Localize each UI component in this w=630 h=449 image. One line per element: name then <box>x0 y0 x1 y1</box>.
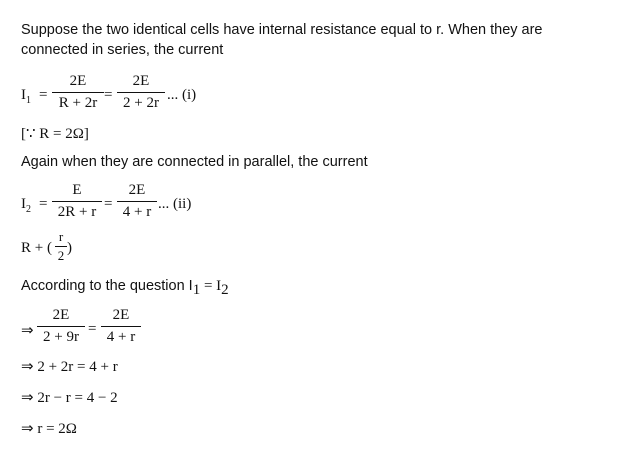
step-3: ⇒ 2r − r = 4 − 2 <box>21 390 118 406</box>
eq1-fraction-1 <box>52 73 104 112</box>
eq1-lhs: $I_1$ <box>21 87 31 106</box>
intro-line-2: connected in series, the current <box>21 42 224 58</box>
eq2-fraction-2 <box>117 182 157 221</box>
parallel-resistance-suffix: ) <box>67 240 72 256</box>
implies-arrow: ⇒ <box>21 323 34 339</box>
eq2-equals-2: = <box>104 196 113 212</box>
intro-line-1: Suppose the two identical cells have internal resistance equal to r. When they are <box>21 22 543 38</box>
parallel-text: Again when they are connected in parallel, the current <box>21 154 368 170</box>
r-numerator: r <box>58 229 64 244</box>
eq2-f2-denominator: 4 + r <box>122 204 152 220</box>
eq2-f1-denominator: 2R + r <box>57 204 97 220</box>
two-denominator: 2 <box>57 248 65 263</box>
given-resistance: [∵ R = 2Ω] <box>21 126 89 142</box>
eq2-equals: = <box>39 196 48 212</box>
eq2-f1-numerator: E <box>72 182 82 198</box>
eq2-f2-numerator: 2E <box>128 182 146 198</box>
step-4: ⇒ r = 2Ω <box>21 421 77 437</box>
eq1-f1-denominator: R + 2r <box>58 95 98 111</box>
eq1-tag: ... (i) <box>167 87 197 103</box>
step1-f2-denominator: 4 + r <box>106 329 136 345</box>
eq1-f2-numerator: 2E <box>132 73 150 89</box>
step1-f1-denominator: 2 + 9r <box>43 329 79 345</box>
step1-equals: = <box>88 321 97 337</box>
step1-fraction-2 <box>101 307 141 346</box>
eq1-fraction-2 <box>117 73 165 112</box>
eq1-equals: = <box>39 87 48 103</box>
question-statement: According to the question $I_1 = I_2$ <box>21 278 229 298</box>
parallel-resistance-prefix: R + ( <box>21 240 52 256</box>
eq2-lhs: $I_2$ <box>21 196 31 215</box>
step1-fraction-1 <box>37 307 85 346</box>
step1-f2-numerator: 2E <box>112 307 130 323</box>
eq1-f1-numerator: 2E <box>69 73 87 89</box>
eq1-f2-denominator: 2 + 2r <box>123 95 159 111</box>
eq1-equals-2: = <box>104 87 113 103</box>
step1-f1-numerator: 2E <box>52 307 70 323</box>
eq2-tag: ... (ii) <box>158 196 192 212</box>
parallel-resistance-fraction <box>55 229 67 264</box>
step-2: ⇒ 2 + 2r = 4 + r <box>21 359 118 375</box>
eq2-fraction-1 <box>52 182 102 221</box>
